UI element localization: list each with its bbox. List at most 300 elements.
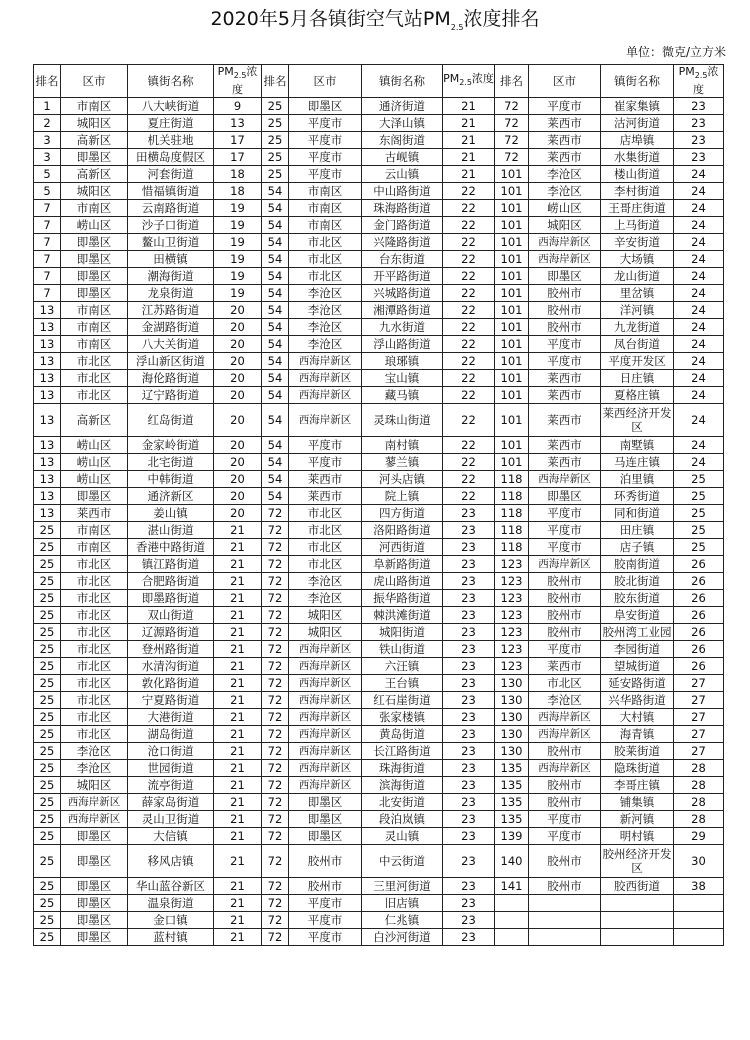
pm25-cell: 23 <box>443 556 495 573</box>
district-cell: 市北区 <box>289 556 362 573</box>
pm25-cell: 19 <box>214 251 262 268</box>
pm25-cell: 23 <box>443 726 495 743</box>
table-row <box>34 98 724 115</box>
rank-cell: 54 <box>262 404 289 437</box>
name-cell: 河头店镇 <box>362 471 443 488</box>
district-cell: 崂山区 <box>61 437 128 454</box>
table-row <box>34 183 724 200</box>
rank-cell: 25 <box>262 98 289 115</box>
rank-cell: 72 <box>262 692 289 709</box>
name-cell: 红岛街道 <box>128 404 214 437</box>
rank-cell: 25 <box>34 624 61 641</box>
rank-cell: 101 <box>495 200 529 217</box>
pm25-cell: 21 <box>214 709 262 726</box>
pm25-cell: 20 <box>214 353 262 370</box>
header-name: 镇街名称 <box>128 65 214 98</box>
district-cell: 平度市 <box>289 437 362 454</box>
name-cell: 滨海街道 <box>362 777 443 794</box>
pm25-cell: 23 <box>443 692 495 709</box>
table-body <box>34 98 724 946</box>
name-cell: 珠海街道 <box>362 760 443 777</box>
pm25-cell: 22 <box>443 387 495 404</box>
district-cell: 莱西市 <box>529 454 601 471</box>
name-cell: 中韩街道 <box>128 471 214 488</box>
pm25-cell: 21 <box>214 641 262 658</box>
rank-cell: 130 <box>495 726 529 743</box>
rank-cell: 54 <box>262 437 289 454</box>
district-cell: 即墨区 <box>61 912 128 929</box>
rank-cell: 3 <box>34 149 61 166</box>
district-cell: 高新区 <box>61 132 128 149</box>
rank-cell: 13 <box>34 404 61 437</box>
pm25-cell: 28 <box>674 811 724 828</box>
district-cell: 市北区 <box>289 251 362 268</box>
table-row <box>34 895 724 912</box>
name-cell: 平度开发区 <box>601 353 674 370</box>
name-cell: 龙山街道 <box>601 268 674 285</box>
rank-cell: 101 <box>495 404 529 437</box>
district-cell: 市北区 <box>61 607 128 624</box>
rank-cell: 72 <box>262 709 289 726</box>
district-cell: 李沧区 <box>529 166 601 183</box>
name-cell: 辛安街道 <box>601 234 674 251</box>
district-cell: 即墨区 <box>61 268 128 285</box>
name-cell: 海伦路街道 <box>128 370 214 387</box>
rank-cell <box>495 929 529 946</box>
rank-cell: 25 <box>34 573 61 590</box>
table-row <box>34 811 724 828</box>
name-cell: 大村镇 <box>601 709 674 726</box>
rank-cell: 72 <box>262 726 289 743</box>
district-cell: 莱西市 <box>529 404 601 437</box>
pm25-cell: 21 <box>443 132 495 149</box>
district-cell: 胶州市 <box>529 590 601 607</box>
rank-cell: 101 <box>495 454 529 471</box>
pm25-cell: 26 <box>674 641 724 658</box>
rank-cell: 54 <box>262 471 289 488</box>
table-row <box>34 200 724 217</box>
name-cell: 楼山街道 <box>601 166 674 183</box>
pm25-cell: 21 <box>443 115 495 132</box>
pm25-cell: 27 <box>674 675 724 692</box>
district-cell: 胶州市 <box>529 607 601 624</box>
title-suffix: 浓度排名 <box>463 8 540 30</box>
district-cell: 市南区 <box>289 217 362 234</box>
pm25-cell: 23 <box>443 811 495 828</box>
rank-cell: 72 <box>262 895 289 912</box>
district-cell: 即墨区 <box>61 251 128 268</box>
rank-cell: 25 <box>262 149 289 166</box>
rank-cell: 2 <box>34 115 61 132</box>
pm25-cell: 20 <box>214 319 262 336</box>
name-cell: 惜福镇街道 <box>128 183 214 200</box>
rank-cell: 7 <box>34 234 61 251</box>
district-cell: 西海岸新区 <box>289 760 362 777</box>
rank-cell: 72 <box>262 522 289 539</box>
pm25-cell <box>674 912 724 929</box>
pm25-cell: 23 <box>443 522 495 539</box>
district-cell: 平度市 <box>289 929 362 946</box>
pm25-cell: 23 <box>443 929 495 946</box>
table-row <box>34 658 724 675</box>
rank-cell: 72 <box>262 878 289 895</box>
rank-cell: 25 <box>34 743 61 760</box>
pm25-cell: 23 <box>674 149 724 166</box>
pm25-cell: 23 <box>674 132 724 149</box>
rank-cell: 123 <box>495 590 529 607</box>
name-cell: 即墨路街道 <box>128 590 214 607</box>
rank-cell: 25 <box>262 166 289 183</box>
rank-cell: 25 <box>34 878 61 895</box>
name-cell: 兴隆路街道 <box>362 234 443 251</box>
name-cell: 江苏路街道 <box>128 302 214 319</box>
name-cell: 台东街道 <box>362 251 443 268</box>
table-row <box>34 692 724 709</box>
district-cell: 崂山区 <box>61 471 128 488</box>
name-cell: 洋河镇 <box>601 302 674 319</box>
rank-cell: 72 <box>262 929 289 946</box>
name-cell: 琅琊镇 <box>362 353 443 370</box>
table-row <box>34 675 724 692</box>
pm25-cell: 21 <box>214 743 262 760</box>
pm25-cell: 24 <box>674 234 724 251</box>
pm25-cell: 23 <box>443 590 495 607</box>
name-cell: 泊里镇 <box>601 471 674 488</box>
district-cell: 市南区 <box>61 302 128 319</box>
pm25-cell: 24 <box>674 370 724 387</box>
pm25-cell: 13 <box>214 115 262 132</box>
pm25-cell: 21 <box>214 794 262 811</box>
pm25-cell: 23 <box>674 98 724 115</box>
rank-cell: 72 <box>262 505 289 522</box>
name-cell: 浮山路街道 <box>362 336 443 353</box>
pm25-cell: 23 <box>443 573 495 590</box>
name-cell: 东阁街道 <box>362 132 443 149</box>
rank-cell: 13 <box>34 302 61 319</box>
name-cell: 大场镇 <box>601 251 674 268</box>
rank-cell: 25 <box>34 828 61 845</box>
pm25-cell: 22 <box>443 488 495 505</box>
rank-cell <box>495 895 529 912</box>
pm25-cell: 20 <box>214 302 262 319</box>
rank-cell: 54 <box>262 370 289 387</box>
name-cell: 上马街道 <box>601 217 674 234</box>
district-cell: 市北区 <box>289 539 362 556</box>
name-cell: 胶西街道 <box>601 878 674 895</box>
pm25-cell: 20 <box>214 488 262 505</box>
district-cell: 西海岸新区 <box>289 743 362 760</box>
name-cell: 古岘镇 <box>362 149 443 166</box>
district-cell: 市南区 <box>61 336 128 353</box>
rank-cell: 25 <box>34 641 61 658</box>
pm25-cell: 21 <box>214 692 262 709</box>
pm25-cell: 21 <box>443 149 495 166</box>
name-cell: 华山蓝谷新区 <box>128 878 214 895</box>
rank-cell: 72 <box>262 539 289 556</box>
rank-cell: 54 <box>262 488 289 505</box>
pm25-cell: 22 <box>443 217 495 234</box>
district-cell: 李沧区 <box>61 760 128 777</box>
table-row <box>34 539 724 556</box>
header-name: 镇街名称 <box>601 65 674 98</box>
name-cell: 胶莱街道 <box>601 743 674 760</box>
table-row <box>34 166 724 183</box>
pm25-cell: 24 <box>674 353 724 370</box>
district-cell: 胶州市 <box>529 878 601 895</box>
table-row <box>34 353 724 370</box>
pm25-cell: 21 <box>214 556 262 573</box>
name-cell <box>601 929 674 946</box>
pm25-cell: 21 <box>214 573 262 590</box>
pm25-cell: 21 <box>214 522 262 539</box>
rank-cell: 54 <box>262 268 289 285</box>
table-row <box>34 760 724 777</box>
pm25-cell: 21 <box>214 760 262 777</box>
rank-cell: 25 <box>34 658 61 675</box>
district-cell: 莱西市 <box>529 132 601 149</box>
pm25-cell: 23 <box>443 878 495 895</box>
pm25-cell: 24 <box>674 336 724 353</box>
rank-cell: 101 <box>495 251 529 268</box>
pm25-cell: 26 <box>674 624 724 641</box>
pm25-cell: 22 <box>443 251 495 268</box>
table-row <box>34 115 724 132</box>
name-cell: 海青镇 <box>601 726 674 743</box>
district-cell: 即墨区 <box>61 285 128 302</box>
header-district: 区市 <box>61 65 128 98</box>
pm25-cell: 38 <box>674 878 724 895</box>
pm25-cell: 22 <box>443 353 495 370</box>
header-district: 区市 <box>529 65 601 98</box>
pm25-cell: 26 <box>674 556 724 573</box>
rank-cell: 101 <box>495 268 529 285</box>
rank-cell: 54 <box>262 234 289 251</box>
rank-cell: 101 <box>495 285 529 302</box>
name-cell: 段泊岚镇 <box>362 811 443 828</box>
pm25-cell: 22 <box>443 454 495 471</box>
name-cell: 夏庄街道 <box>128 115 214 132</box>
pm25-cell: 23 <box>443 743 495 760</box>
name-cell: 胶州经济开发区 <box>601 845 674 878</box>
rank-cell: 25 <box>262 115 289 132</box>
pm25-cell: 24 <box>674 454 724 471</box>
district-cell: 莱西市 <box>529 658 601 675</box>
rank-cell: 139 <box>495 828 529 845</box>
district-cell: 胶州市 <box>529 845 601 878</box>
pm25-cell: 27 <box>674 692 724 709</box>
pm25-cell: 29 <box>674 828 724 845</box>
name-cell: 中山路街道 <box>362 183 443 200</box>
table-row <box>34 285 724 302</box>
name-cell: 鳌山卫街道 <box>128 234 214 251</box>
header-district: 区市 <box>289 65 362 98</box>
district-cell: 西海岸新区 <box>529 760 601 777</box>
pm25-cell: 24 <box>674 166 724 183</box>
rank-cell: 7 <box>34 268 61 285</box>
pm25-cell: 23 <box>443 828 495 845</box>
district-cell: 市北区 <box>289 268 362 285</box>
district-cell: 市北区 <box>61 353 128 370</box>
rank-cell: 25 <box>34 709 61 726</box>
rank-cell: 54 <box>262 217 289 234</box>
district-cell: 西海岸新区 <box>289 675 362 692</box>
district-cell <box>529 929 601 946</box>
rank-cell: 123 <box>495 624 529 641</box>
pm25-cell: 23 <box>674 115 724 132</box>
table-row <box>34 251 724 268</box>
pm25-cell: 22 <box>443 302 495 319</box>
district-cell: 市北区 <box>61 726 128 743</box>
rank-cell: 54 <box>262 183 289 200</box>
district-cell: 莱西市 <box>529 149 601 166</box>
name-cell: 仁兆镇 <box>362 912 443 929</box>
district-cell: 莱西市 <box>529 387 601 404</box>
pm25-cell: 20 <box>214 437 262 454</box>
rank-cell: 13 <box>34 437 61 454</box>
rank-cell: 72 <box>495 98 529 115</box>
name-cell: 店子镇 <box>601 539 674 556</box>
name-cell: 中云街道 <box>362 845 443 878</box>
pm25-cell: 23 <box>443 607 495 624</box>
district-cell: 即墨区 <box>289 828 362 845</box>
district-cell: 高新区 <box>61 166 128 183</box>
district-cell: 西海岸新区 <box>529 709 601 726</box>
name-cell: 金湖路街道 <box>128 319 214 336</box>
pm25-cell: 23 <box>443 912 495 929</box>
rank-cell: 118 <box>495 471 529 488</box>
district-cell: 李沧区 <box>529 692 601 709</box>
table-row <box>34 454 724 471</box>
name-cell: 沽河街道 <box>601 115 674 132</box>
header-rank: 排名 <box>262 65 289 98</box>
rank-cell: 101 <box>495 217 529 234</box>
pm25-cell: 26 <box>674 658 724 675</box>
district-cell: 平度市 <box>529 522 601 539</box>
rank-cell: 123 <box>495 641 529 658</box>
name-cell: 田横镇 <box>128 251 214 268</box>
district-cell: 平度市 <box>529 811 601 828</box>
unit-label: 单位：微克/立方米 <box>625 45 726 59</box>
name-cell: 水集街道 <box>601 149 674 166</box>
district-cell: 西海岸新区 <box>529 726 601 743</box>
name-cell: 蓝村镇 <box>128 929 214 946</box>
name-cell: 望城街道 <box>601 658 674 675</box>
rank-cell: 72 <box>495 115 529 132</box>
district-cell: 莱西市 <box>289 471 362 488</box>
header-pm25: $PM_{2.5}$浓度 <box>214 65 262 98</box>
district-cell: 莱西市 <box>529 437 601 454</box>
name-cell: 九水街道 <box>362 319 443 336</box>
name-cell: 新河镇 <box>601 811 674 828</box>
pm25-cell: 22 <box>443 370 495 387</box>
pm25-cell: 21 <box>443 98 495 115</box>
pm25-cell: 21 <box>214 777 262 794</box>
title-main: 2020年5月各镇街空气站PM <box>210 8 451 30</box>
pm25-cell: 22 <box>443 471 495 488</box>
pm25-cell: 23 <box>443 760 495 777</box>
district-cell: 莱西市 <box>529 115 601 132</box>
name-cell: 红石崖街道 <box>362 692 443 709</box>
rank-cell: 72 <box>262 641 289 658</box>
district-cell: 平度市 <box>289 454 362 471</box>
rank-cell: 25 <box>34 777 61 794</box>
rank-cell: 72 <box>262 624 289 641</box>
district-cell: 市北区 <box>61 590 128 607</box>
rank-cell: 72 <box>262 794 289 811</box>
district-cell: 即墨区 <box>61 488 128 505</box>
district-cell: 西海岸新区 <box>289 692 362 709</box>
district-cell: 市北区 <box>61 709 128 726</box>
pm25-cell: 21 <box>214 895 262 912</box>
pm25-cell: 23 <box>443 777 495 794</box>
name-cell: 香港中路街道 <box>128 539 214 556</box>
rank-cell: 101 <box>495 370 529 387</box>
table-row <box>34 522 724 539</box>
pm25-cell: 21 <box>214 811 262 828</box>
rank-cell: 123 <box>495 556 529 573</box>
rank-cell: 101 <box>495 387 529 404</box>
district-cell: 胶州市 <box>529 573 601 590</box>
rank-cell: 130 <box>495 709 529 726</box>
pm25-cell: 24 <box>674 285 724 302</box>
pm25-cell: 23 <box>443 641 495 658</box>
pm25-cell: 25 <box>674 505 724 522</box>
district-cell: 城阳区 <box>289 607 362 624</box>
rank-cell: 123 <box>495 658 529 675</box>
pm25-cell: 26 <box>674 590 724 607</box>
rank-cell: 54 <box>262 353 289 370</box>
pm25-cell: 24 <box>674 319 724 336</box>
name-cell: 河西街道 <box>362 539 443 556</box>
district-cell: 市北区 <box>61 573 128 590</box>
pm25-cell: 24 <box>674 268 724 285</box>
pm25-cell: 24 <box>674 200 724 217</box>
name-cell: 潮海街道 <box>128 268 214 285</box>
pm25-cell: 20 <box>214 471 262 488</box>
district-cell: 李沧区 <box>289 573 362 590</box>
header-rank: 排名 <box>495 65 529 98</box>
table-row <box>34 488 724 505</box>
name-cell: 胶南街道 <box>601 556 674 573</box>
name-cell: 通济街道 <box>362 98 443 115</box>
rank-cell: 25 <box>34 556 61 573</box>
rank-cell: 72 <box>495 132 529 149</box>
rank-cell: 13 <box>34 387 61 404</box>
name-cell: 虎山路街道 <box>362 573 443 590</box>
table-row <box>34 777 724 794</box>
district-cell: 李沧区 <box>289 285 362 302</box>
rank-cell: 135 <box>495 760 529 777</box>
district-cell: 平度市 <box>529 505 601 522</box>
title-subscript: 2.5 <box>450 22 464 32</box>
table-row <box>34 828 724 845</box>
rank-cell: 72 <box>262 845 289 878</box>
district-cell: 平度市 <box>529 353 601 370</box>
pm25-cell: 23 <box>443 709 495 726</box>
district-cell: 胶州市 <box>529 319 601 336</box>
name-cell: 兴华路街道 <box>601 692 674 709</box>
district-cell: 胶州市 <box>529 743 601 760</box>
rank-cell: 25 <box>34 522 61 539</box>
district-cell: 莱西市 <box>529 370 601 387</box>
district-cell: 李沧区 <box>529 183 601 200</box>
table-row <box>34 437 724 454</box>
name-cell: 金门路街道 <box>362 217 443 234</box>
name-cell: 六汪镇 <box>362 658 443 675</box>
table-row <box>34 624 724 641</box>
pm25-cell: 21 <box>443 166 495 183</box>
name-cell: 灵山镇 <box>362 828 443 845</box>
